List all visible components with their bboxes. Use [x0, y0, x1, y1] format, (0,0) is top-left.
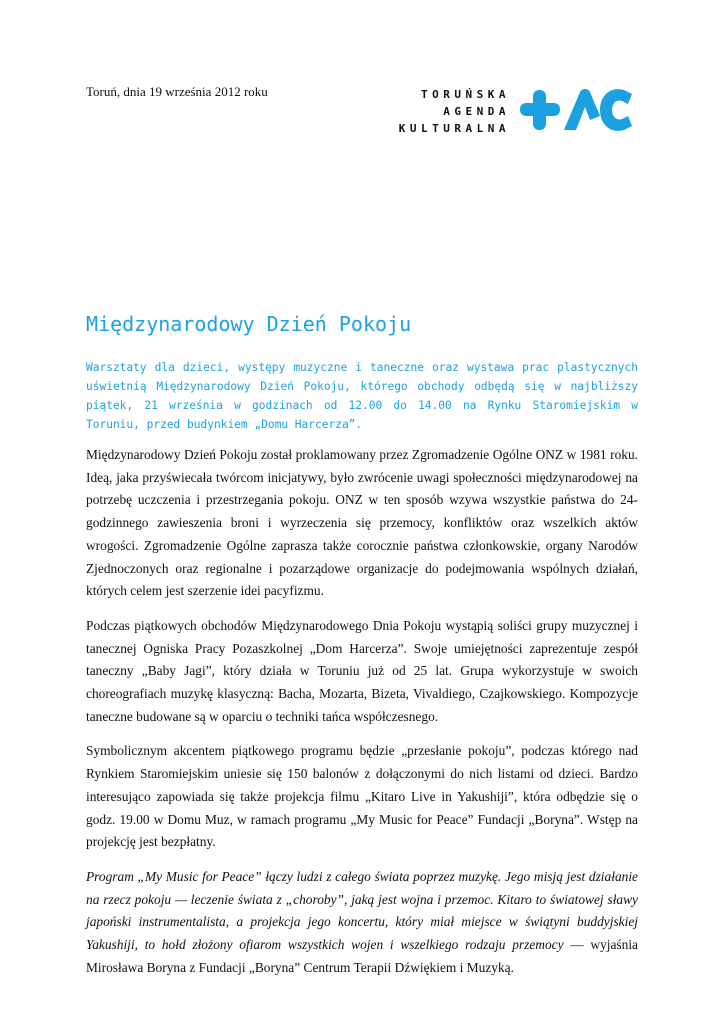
logo-line-3: KULTURALNA — [398, 122, 510, 135]
article-body — [86, 444, 638, 991]
page-title: Międzynarodowy Dzień Pokoju — [86, 312, 412, 336]
quote-attribution: — wyjaśnia Mirosława Boryna z Fundacji „Boryna” Centrum Terapii Dźwiękiem i Muzyką. — [86, 937, 638, 975]
logo-wordmark — [399, 86, 510, 137]
body-paragraph: Międzynarodowy Dzień Pokoju został proklamowany przez Zgromadzenie Ogólne ONZ w 1981 roku. Ideą, jaka przyświecała twórcom inicjatywy, było zwrócenie uwagi społeczności międzynarodowej na potrzebę uczczenia i przestrzegania pokoju. ONZ w ten sposób wzywa wszystkie państwa do 24-godzinnego zawieszenia broni i wyrzeczenia się przemocy, konfliktów oraz wszelkich aktów wrogości. Zgromadzenie Ogólne zaprasza także corocznie państwa członkowskie, organy Narodów Zjednoczonych oraz regionalne i pozarządowe organizacje do podejmowania wspólnych działań, których celem jest szerzenie idei pacyfizmu. — [86, 447, 638, 599]
lead-paragraph: Warsztaty dla dzieci, występy muzyczne i taneczne oraz wystawa prac plastycznych uświetnią Międzynarodowy Dzień Pokoju, którego obchody odbędą się w najbliższy piątek, 21 września w godzinach od 12.00 do 14.00 na Rynku Staromiejskim w Toruniu, przed budynkiem „Domu Harcerza”. — [86, 361, 638, 431]
body-paragraph: Symbolicznym akcentem piątkowego programu będzie „przesłanie pokoju”, podczas którego nad Rynkiem Staromiejskim uniesie się 150 balonów z dołączonymi do nich listami od dzieci. Bardzo interesująco zapowiada się także projekcja filmu „Kitaro Live in Yakushiji”, która odbędzie się o godz. 19.00 w Domu Muz, w ramach programu „My Music for Peace” Fundacji „Boryna”. Wstęp na projekcję jest bezpłatny. — [86, 743, 638, 850]
quote-text: Program „My Music for Peace” łączy ludzi z całego świata poprzez muzykę. Jego misją jest działanie na rzecz pokoju — leczenie świata z „choroby”, jaką jest wojna i przemoc. Kitaro to światowej sławy japoński instrumentalista, a projekcja jego koncertu, który miał miejsce w świątyni buddyjskiej Yakushiji, to hołd złożony ofiarom wszystkich wojen i wszelkiego rodzaju przemocy — [86, 868, 638, 953]
logo-line-1: TORUŃSKA — [421, 88, 510, 101]
date-line: Toruń, dnia 19 września 2012 roku — [86, 84, 268, 99]
tak-logo-icon — [520, 88, 636, 132]
logo-line-2: AGENDA — [443, 105, 510, 118]
body-paragraph: Podczas piątkowych obchodów Międzynarodowego Dnia Pokoju wystąpią soliści grupy muzycznej i tanecznej Ogniska Pracy Pozaszkolnej „Dom Harcerza”. Swoje umiejętności zaprezentuje zespół taneczny „Baby Jagi”, który działa w Toruniu już od 25 lat. Grupa wykorzystuje w swoich choreografiach muzykę klasyczną: Bacha, Mozarta, Bizeta, Vivaldiego, Czajkowskiego. Kompozycje taneczne budowane są w oparciu o techniki tańca współczesnego. — [86, 617, 638, 724]
quote-paragraph — [86, 866, 638, 980]
